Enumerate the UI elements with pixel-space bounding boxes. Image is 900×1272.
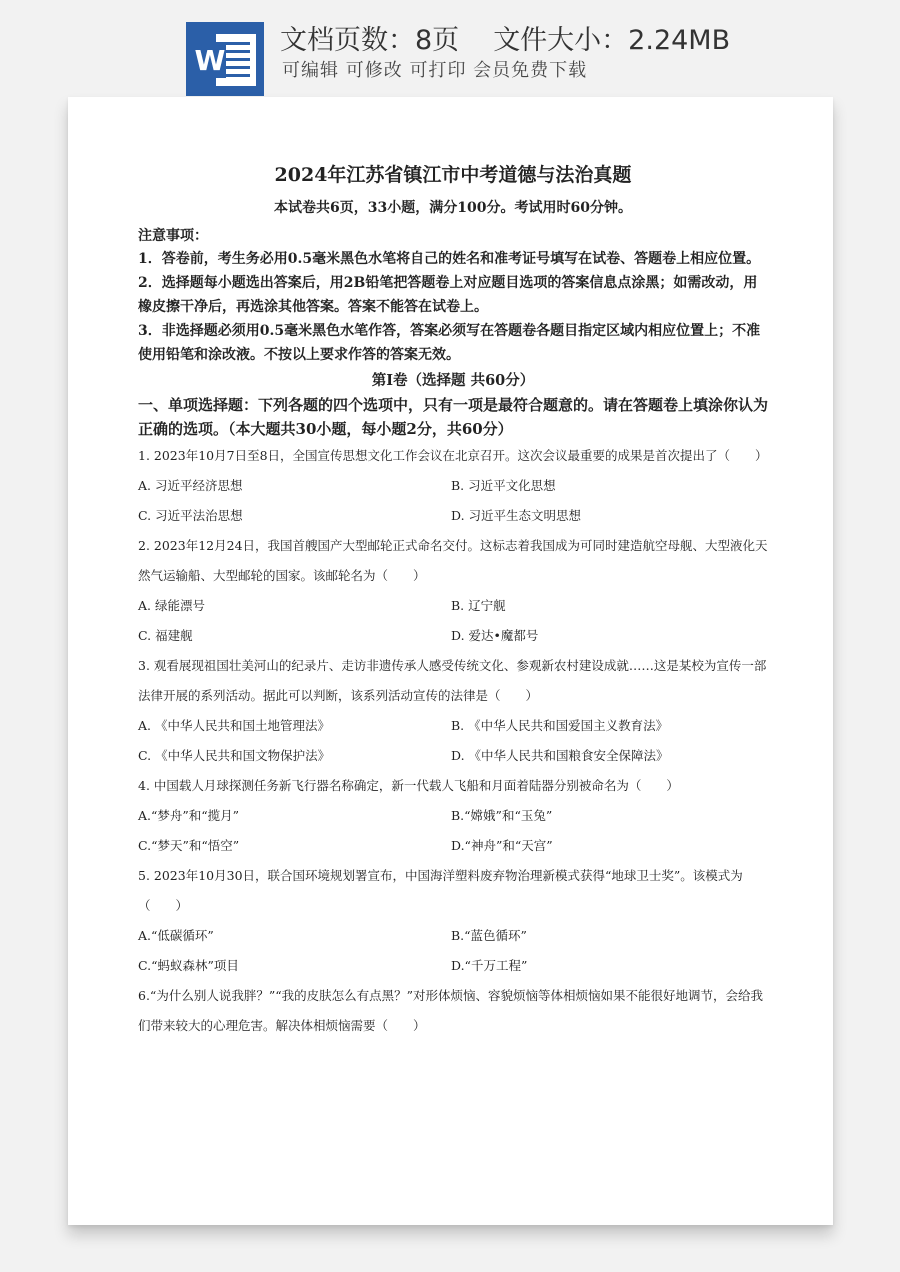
option-c: C.“蚂蚁森林”项目 xyxy=(138,958,239,973)
question-options xyxy=(138,801,768,861)
document-page xyxy=(68,97,833,1225)
option-c: C. 习近平法治思想 xyxy=(138,508,243,523)
question-5 xyxy=(138,861,768,981)
option-a: A. 《中华人民共和国土地管理法》 xyxy=(138,718,330,733)
question-2 xyxy=(138,531,768,651)
question-stem: 6.“为什么别人说我胖？”“我的皮肤怎么有点黑？”对形体烦恼、容貌烦恼等体相烦恼如果不能很好地调节，会给我们带来较大的心理危害。解决体相烦恼需要（ ） xyxy=(138,988,763,1033)
option-a: A. 习近平经济思想 xyxy=(138,478,243,493)
part-intro: 一、单项选择题：下列各题的四个选项中，只有一项是最符合题意的。请在答题卷上填涂你认为正确的选项。（本大题共30小题，每小题2分，共60分） xyxy=(138,396,769,438)
question-options xyxy=(138,591,768,651)
notice-item: 2．选择题每小题选出答案后，用2B铅笔把答题卷上对应题目选项的答案信息点涂黑；如需改动，用橡皮擦干净后，再选涂其他答案。答案不能答在试卷上。 xyxy=(138,275,758,315)
option-c: C. 福建舰 xyxy=(138,628,193,643)
question-stem: 2. 2023年12月24日，我国首艘国产大型邮轮正式命名交付。这标志着我国成为可同时建造航空母舰、大型液化天然气运输船、大型邮轮的国家。该邮轮名为（ ） xyxy=(138,538,768,583)
file-meta xyxy=(280,18,730,57)
option-d: D. 习近平生态文明思想 xyxy=(451,508,582,523)
question-options xyxy=(138,921,768,981)
option-a: A.“低碳循环” xyxy=(138,928,214,943)
word-document-icon xyxy=(186,22,264,96)
question-options xyxy=(138,471,768,531)
option-d: D.“神舟”和“天宫” xyxy=(451,838,553,853)
option-b: B. 辽宁舰 xyxy=(451,598,506,613)
question-options xyxy=(138,711,768,771)
document-title: 2024年江苏省镇江市中考道德与法治真题 xyxy=(274,164,632,186)
question-stem: 4. 中国载人月球探测任务新飞行器名称确定，新一代载人飞船和月面着陆器分别被命名为（ ） xyxy=(138,778,679,793)
option-b: B.“嫦娥”和“玉兔” xyxy=(451,808,553,823)
option-d: D.“千万工程” xyxy=(451,958,528,973)
section-title: 第Ⅰ卷（选择题 共60分） xyxy=(371,372,535,389)
question-1 xyxy=(138,441,768,531)
option-c: C.“梦天”和“悟空” xyxy=(138,838,240,853)
option-d: D. 《中华人民共和国粮食安全保障法》 xyxy=(451,748,669,763)
option-c: C. 《中华人民共和国文物保护法》 xyxy=(138,748,331,763)
option-b: B.“蓝色循环” xyxy=(451,928,527,943)
option-d: D. 爱达•魔都号 xyxy=(451,628,539,643)
question-stem: 3. 观看展现祖国壮美河山的纪录片、走访非遗传承人感受传统文化、参观新农村建设成就……这是某校为宣传一部法律开展的系列活动。据此可以判断，该系列活动宣传的法律是（ ） xyxy=(138,658,767,703)
file-size: 文件大小：2.24MB xyxy=(493,25,731,56)
question-4 xyxy=(138,771,768,861)
document-subtitle: 本试卷共6页，33小题，满分100分。考试用时60分钟。 xyxy=(274,200,632,216)
notice-heading: 注意事项： xyxy=(138,228,208,244)
notice-item: 1．答卷前，考生务必用0.5毫米黑色水笔将自己的姓名和准考证号填写在试卷、答题卷上相应位置。 xyxy=(138,251,761,267)
page-count: 文档页数：8页 xyxy=(280,25,460,56)
question-6 xyxy=(138,981,768,1041)
file-info-header xyxy=(0,0,900,100)
option-a: A.“梦舟”和“揽月” xyxy=(138,808,240,823)
option-b: B. 习近平文化思想 xyxy=(451,478,556,493)
document-content xyxy=(138,160,768,1041)
notice-item: 3．非选择题必须用0.5毫米黑色水笔作答，答案必须写在答题卷各题目指定区域内相应位置上；不准使用铅笔和涂改液。不按以上要求作答的答案无效。 xyxy=(138,323,761,363)
feature-tags: 可编辑 可修改 可打印 会员免费下载 xyxy=(282,60,588,81)
question-3 xyxy=(138,651,768,771)
question-stem: 5. 2023年10月30日，联合国环境规划署宣布，中国海洋塑料废弃物治理新模式获得“地球卫士奖”。该模式为（ ） xyxy=(138,868,743,913)
word-icon-letter: W xyxy=(194,44,226,77)
option-b: B. 《中华人民共和国爱国主义教育法》 xyxy=(451,718,669,733)
question-stem: 1. 2023年10月7日至8日，全国宣传思想文化工作会议在北京召开。这次会议最重要的成果是首次提出了（ ） xyxy=(138,448,768,463)
option-a: A. 绿能漂号 xyxy=(138,598,205,613)
